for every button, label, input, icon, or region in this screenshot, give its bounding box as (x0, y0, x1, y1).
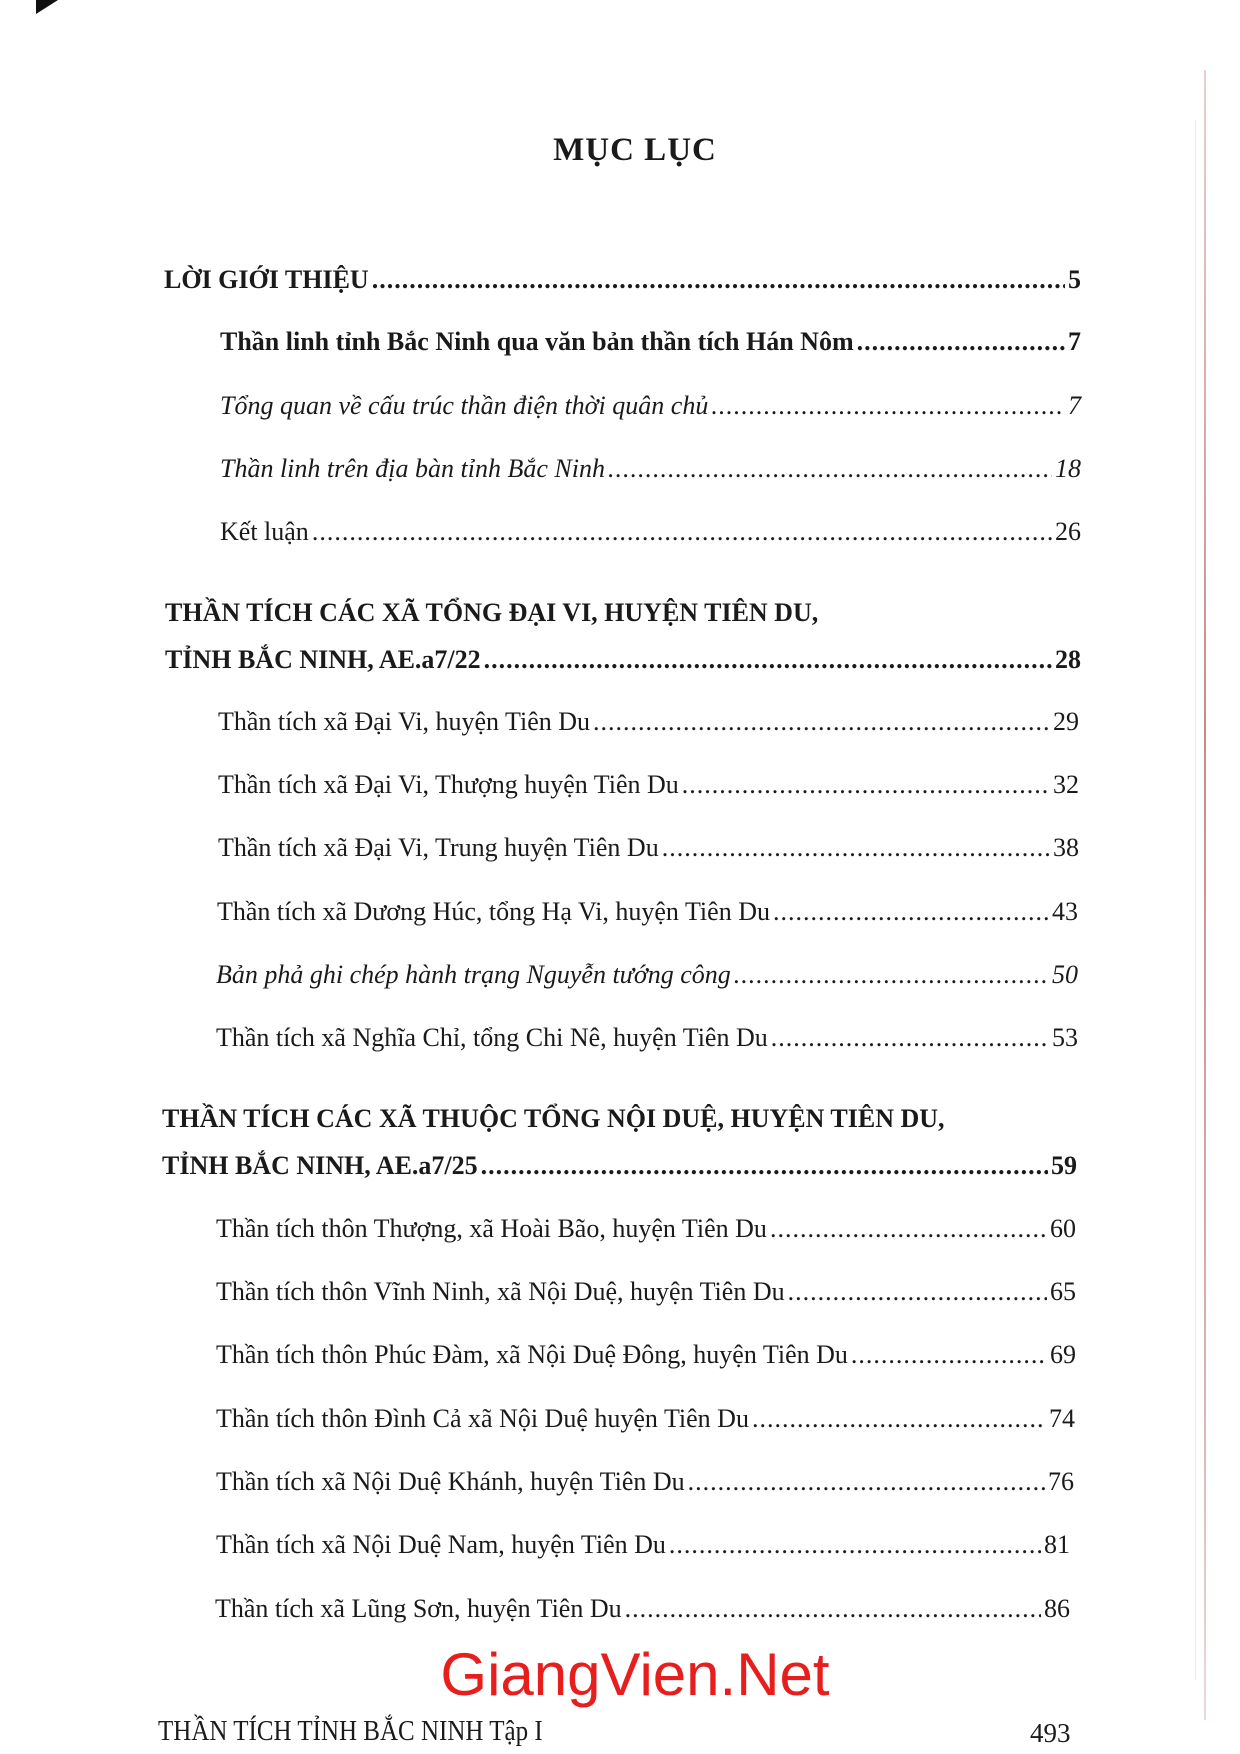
toc-entry[interactable] (220, 516, 1081, 548)
dot-leader (851, 1339, 1047, 1371)
toc-entry-page: 7 (1068, 391, 1081, 420)
toc-entry[interactable] (216, 1213, 1076, 1245)
toc-entry-page: 26 (1055, 517, 1081, 546)
dot-leader (372, 264, 1065, 296)
toc-entry[interactable] (218, 769, 1079, 801)
toc-entry-label: Thần tích thôn Đình Cả xã Nội Duệ huyện Tiên Du (216, 1404, 749, 1433)
toc-entry-label: Thần tích xã Lũng Sơn, huyện Tiên Du (215, 1594, 622, 1623)
dot-leader (481, 1150, 1048, 1182)
toc-entry-page: 59 (1051, 1151, 1077, 1180)
dot-leader (484, 644, 1052, 676)
toc-entry[interactable] (220, 390, 1081, 422)
toc-entry-label: Bản phả ghi chép hành trạng Nguyễn tướng công (216, 960, 731, 989)
toc-entry[interactable] (216, 1276, 1076, 1308)
toc-entry[interactable] (220, 326, 1081, 358)
toc-entry-page: 86 (1044, 1594, 1070, 1623)
dot-leader (682, 769, 1050, 801)
dot-leader (857, 326, 1065, 358)
toc-section-heading-line1: THẦN TÍCH CÁC XÃ TỔNG ĐẠI VI, HUYỆN TIÊN DU, (165, 598, 819, 627)
toc-entry-label: Thần tích xã Đại Vi, Thượng huyện Tiên Du (218, 770, 679, 799)
dot-leader (752, 1403, 1046, 1435)
toc-entry-label: TỈNH BẮC NINH, AE.a7/25 (162, 1151, 478, 1180)
dot-leader (688, 1466, 1045, 1498)
toc-entry-label: Thần tích xã Đại Vi, huyện Tiên Du (218, 707, 591, 736)
toc-entry-page: 38 (1053, 833, 1079, 862)
dot-leader (312, 516, 1052, 548)
toc-section-entry[interactable] (165, 644, 1081, 676)
footer-page-number: 493 (1030, 1718, 1071, 1748)
footer-running-title: THẦN TÍCH TỈNH BẮC NINH Tập I (158, 1716, 543, 1748)
toc-entry-page: 74 (1049, 1404, 1075, 1433)
toc-entry[interactable] (217, 896, 1078, 928)
toc-entry-page: 60 (1050, 1214, 1076, 1243)
page-title: MỤC LỤC (553, 132, 717, 168)
dot-leader (771, 1022, 1049, 1054)
dot-leader (608, 453, 1052, 485)
toc-entry-label: Thần tích xã Dương Húc, tổng Hạ Vi, huyện Tiên Du (217, 897, 770, 926)
toc-entry-page: 76 (1048, 1467, 1074, 1496)
toc-entry-page: 28 (1055, 645, 1081, 674)
toc-entry-page: 18 (1055, 454, 1081, 483)
toc-entry[interactable] (216, 1466, 1074, 1498)
toc-entry-page: 53 (1052, 1023, 1078, 1052)
toc-entry-label: Thần tích xã Đại Vi, Trung huyện Tiên Du (218, 833, 659, 862)
toc-entry[interactable] (215, 1593, 1070, 1625)
dot-leader (593, 706, 1050, 738)
toc-entry-page: 65 (1050, 1277, 1076, 1306)
toc-entry-label: Tổng quan về cấu trúc thần điện thời quân chủ (220, 391, 709, 420)
toc-entry-label: TỈNH BẮC NINH, AE.a7/22 (165, 645, 481, 674)
toc-entry[interactable] (216, 1022, 1078, 1054)
toc-entry[interactable] (216, 1339, 1076, 1371)
toc-entry[interactable] (216, 959, 1078, 991)
toc-entry-label: Thần tích xã Nội Duệ Nam, huyện Tiên Du (216, 1530, 666, 1559)
toc-entry[interactable] (216, 1403, 1075, 1435)
dot-leader (788, 1276, 1047, 1308)
toc-section-entry[interactable] (162, 1150, 1077, 1182)
toc-entry[interactable] (220, 453, 1081, 485)
toc-entry-label: LỜI GIỚI THIỆU (164, 265, 369, 294)
toc-entry-label: Thần linh trên địa bàn tỉnh Bắc Ninh (220, 454, 605, 483)
dot-leader (773, 896, 1049, 928)
toc-entry-page: 43 (1052, 897, 1078, 926)
dot-leader (662, 832, 1050, 864)
watermark: GiangVien.Net (440, 1641, 830, 1708)
toc-entry-label: Thần tích xã Nội Duệ Khánh, huyện Tiên Du (216, 1467, 685, 1496)
toc-entry-page: 5 (1068, 265, 1081, 294)
toc-entry[interactable] (218, 832, 1079, 864)
toc-entry-label: Thần tích thôn Phúc Đàm, xã Nội Duệ Đông, huyện Tiên Du (216, 1340, 848, 1369)
toc-section-heading-line1: THẦN TÍCH CÁC XÃ THUỘC TỔNG NỘI DUỆ, HUYỆN TIÊN DU, (162, 1104, 945, 1133)
toc-entry[interactable] (216, 1529, 1070, 1561)
toc-entry[interactable] (218, 706, 1079, 738)
dot-leader (625, 1593, 1041, 1625)
dot-leader (711, 390, 1065, 422)
dot-leader (734, 959, 1049, 991)
toc-entry-label: Thần tích xã Nghĩa Chỉ, tổng Chi Nê, huyện Tiên Du (216, 1023, 768, 1052)
toc-entry-page: 29 (1053, 707, 1079, 736)
toc-entry-page: 50 (1052, 960, 1078, 989)
toc-entry-page: 69 (1050, 1340, 1076, 1369)
toc-entry-label: Thần tích thôn Vĩnh Ninh, xã Nội Duệ, huyện Tiên Du (216, 1277, 785, 1306)
toc-entry-page: 7 (1068, 327, 1081, 356)
toc-entry-introduction[interactable] (164, 264, 1081, 296)
toc-entry-label: Thần tích thôn Thượng, xã Hoài Bão, huyện Tiên Du (216, 1214, 767, 1243)
dot-leader (770, 1213, 1047, 1245)
toc-entry-label: Kết luận (220, 517, 309, 546)
toc-entry-page: 32 (1053, 770, 1079, 799)
toc-entry-label: Thần linh tỉnh Bắc Ninh qua văn bản thần tích Hán Nôm (220, 327, 854, 356)
dot-leader (669, 1529, 1041, 1561)
toc-entry-page: 81 (1044, 1530, 1070, 1559)
